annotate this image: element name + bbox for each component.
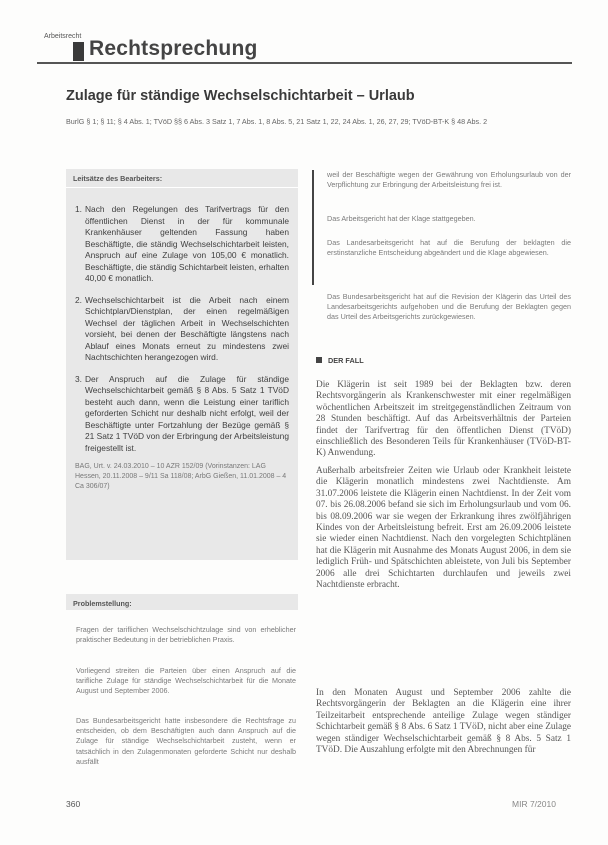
- guidelines-heading: Leitsätze des Bearbeiters:: [66, 169, 298, 188]
- header-rule: [37, 62, 572, 64]
- right-column-bar: [312, 170, 314, 285]
- guideline-text: Der Anspruch auf die Zulage für ständige Wechselschichtarbeit gemäß § 8 Abs. 5 Satz 1 TVöD besteht auch dann, wenn die Leistung einer tariflich geforderten Schicht nur deshalb nicht erfolgt, weil der Beschäftigte unter Fortzahlung der Bezüge gemäß § 21 Satz 1 TVöD von der Erbringung der Arbeitsleistung freigestellt ist.: [85, 373, 289, 453]
- problem-heading: Problemstellung:: [73, 599, 132, 608]
- article-title: Zulage für ständige Wechselschichtarbeit – Urlaub: [66, 88, 415, 104]
- problem-heading-box: [66, 594, 298, 610]
- header-title: Rechtsprechung: [89, 37, 258, 60]
- guideline-item: [66, 295, 298, 364]
- problem-paragraph: Fragen der tariflichen Wechselschichtzulage sind von erheblicher praktischer Bedeutung in der betrieblichen Praxis.: [76, 625, 296, 645]
- problem-paragraph: Vorliegend streiten die Parteien über einen Anspruch auf die tarifliche Zulage für ständige Wechselschichtarbeit für die Monate August und September 2006.: [76, 666, 296, 696]
- article-norms: BurlG § 1; § 11; § 4 Abs. 1; TVöD §§ 6 Abs. 3 Satz 1, 7 Abs. 1, 8 Abs. 5, 21 Satz 1, 22, 24 Abs. 1, 26, 27, 29; TVöD-BT-K § 48 Abs. 2: [66, 117, 488, 126]
- procedure-paragraph: Das Landesarbeitsgericht hat auf die Berufung der beklagten die erstinstanzliche Entscheidung abgeändert und die Klage abgewiesen.: [327, 238, 571, 258]
- guideline-item: [66, 204, 298, 285]
- guideline-number: 1.: [75, 204, 82, 214]
- header-accent-block: [73, 42, 84, 61]
- guideline-text: Wechselschichtarbeit ist die Arbeit nach einem Schichtplan/Dienstplan, der einen regelmäßigen Wechsel der täglichen Arbeit in Wechselschichten vorsieht, bei denen der Beschäftigte längstens nach Ablauf eines Monats erneut zu mindestens zwei Nachtschichten herangezogen wird.: [85, 294, 289, 362]
- procedure-paragraph: Das Arbeitsgericht hat der Klage stattgegeben.: [327, 214, 476, 223]
- procedure-paragraph: Das Bundesarbeitsgericht hat auf die Revision der Klägerin das Urteil des Landesarbeitsgerichts aufgehoben und die Berufung der Beklagten gegen das Urteil des Arbeitsgerichts zurückgewiesen.: [327, 292, 571, 322]
- fall-heading-text: DER FALL: [328, 356, 364, 365]
- problem-paragraph: Das Bundesarbeitsgericht hatte insbesondere die Rechtsfrage zu entscheiden, ob dem Beschäftigten auch dann Anspruch auf die Zulage für ständige Wechselschichtarbeit zusteht, wenn er tatsächlich in den Zulagenmonaten geforderte Schicht nur deshalb ausfällt: [76, 716, 296, 766]
- guideline-item: [66, 374, 298, 455]
- fall-paragraph: Die Klägerin ist seit 1989 bei der Beklagten bzw. deren Rechtsvorgängerin als Krankenschwester mit einer regelmäßigen wöchentlichen Arbeitszeit im streitgegenständlichen Zeitraum von 28 Stunden beschäftigt. Auf das Arbeitsverhältnis der Parteien findet der Tarifvertrag für den öffentlichen Dienst (TVöD) einschließlich des Besonderen Teils für Krankenhäuser (TVöD-BT-K) Anwendung.: [316, 380, 571, 459]
- guideline-text: Nach den Regelungen des Tarifvertrags für den öffentlichen Dienst in der für kommunale Krankenhäuser geltenden Fassung haben Beschäftigte, die ständig Wechselschichtarbeit leisten, Anspruch auf eine Zulage von 105,00 € monatlich. Beschäftigte, die ständig Schichtarbeit leisten, erhalten 40,00 € monatlich.: [85, 204, 289, 283]
- section-label: Arbeitsrecht: [44, 33, 82, 40]
- square-bullet-icon: [316, 357, 322, 363]
- page-number: 360: [66, 799, 81, 809]
- issue-label: MIR 7/2010: [512, 799, 556, 809]
- procedure-paragraph: weil der Beschäftigte wegen der Gewährung von Erholungsurlaub von der Verpflichtung zur Erbringung der Arbeitsleistung frei ist.: [327, 170, 571, 190]
- guidelines-box: [66, 169, 298, 560]
- guideline-number: 3.: [75, 373, 82, 384]
- guideline-number: 2.: [75, 294, 82, 305]
- fall-heading: [316, 356, 364, 365]
- fall-paragraph: In den Monaten August und September 2006 zahlte die Rechtsvorgängerin der Beklagten an die Klägerin eine ihrer Teilzeitarbeit entsprechende anteilige Zulage wegen ständiger Schichtarbeit gemäß § 8 Abs. 6 Satz 1 TVöD, nicht aber eine Zulage wegen ständiger Wechselschichtarbeit gemäß § 8 Abs. 5 Satz 1 TVöD. Die Auszahlung erfolgte mit den Abrechnungen für: [316, 688, 571, 756]
- guidelines-source: BAG, Urt. v. 24.03.2010 – 10 AZR 152/09 (Vorinstanzen: LAG Hessen, 20.11.2008 – 9/11 Sa 118/08; ArbG Gießen, 11.01.2008 – 4 Ca 306/07): [75, 463, 287, 490]
- fall-paragraph: Außerhalb arbeitsfreier Zeiten wie Urlaub oder Krankheit leistete die Klägerin monatlich mindestens zwei Nachtdienste. Am 31.07.2006 leistete die Klägerin einen Nachtdienst. In der Zeit vom 07. bis 26.08.2006 befand sie sich im Erholungsurlaub und vom 06. bis 08.09.2006 war sie wegen der Erkrankung ihres zwölfjährigen Kindes von der Arbeitsleistung befreit. Erst am 26.09.2006 leistete sie wieder einen Nachtdienst. Nach den vorgelegten Schichtplänen hat die Klägerin mit Ausnahme des Monats August 2006, in dem sie lediglich Früh- und Spätschichten ableistete, von Juli bis September 2006 alle drei Schichtarten durchlaufen und jeweils zwei Nachtdienste erbracht.: [316, 466, 571, 591]
